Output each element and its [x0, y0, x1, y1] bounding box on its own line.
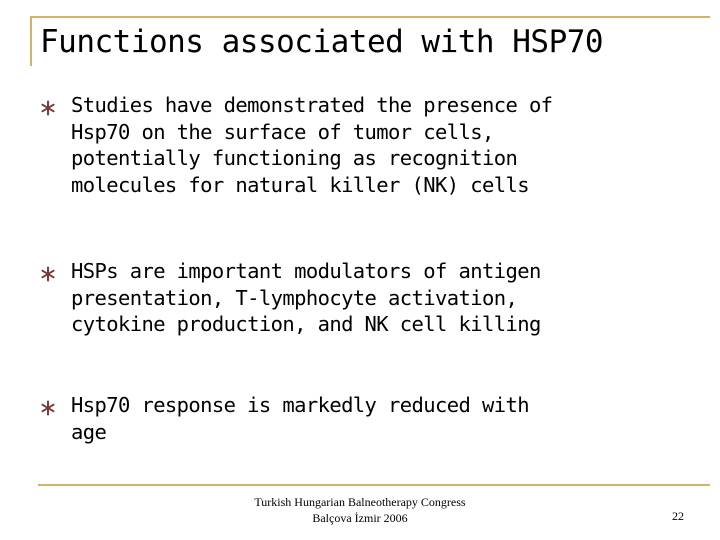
title-left-rule	[30, 16, 32, 66]
slide-title: Functions associated with HSP70	[40, 24, 604, 60]
footer-caption: Turkish Hungarian Balneotherapy Congress Balçova İzmir 2006	[254, 495, 466, 525]
title-top-rule	[30, 16, 710, 18]
bullet-text: Studies have demonstrated the presence of Hsp70 on the surface of tumor cells, potentially functioning as recognition molecules for natural killer (NK) cells	[71, 93, 553, 197]
bullet-text: HSPs are important modulators of antigen presentation, T-lymphocyte activation, cytokine production, and NK cell killing	[71, 259, 541, 336]
asterisk-bullet-icon	[40, 266, 56, 282]
bullet-text: Hsp70 response is markedly reduced with age	[71, 393, 529, 444]
asterisk-bullet-icon	[40, 400, 56, 416]
asterisk-bullet-icon	[40, 100, 56, 116]
footer-rule	[38, 484, 710, 486]
page-number: 22	[672, 509, 684, 523]
